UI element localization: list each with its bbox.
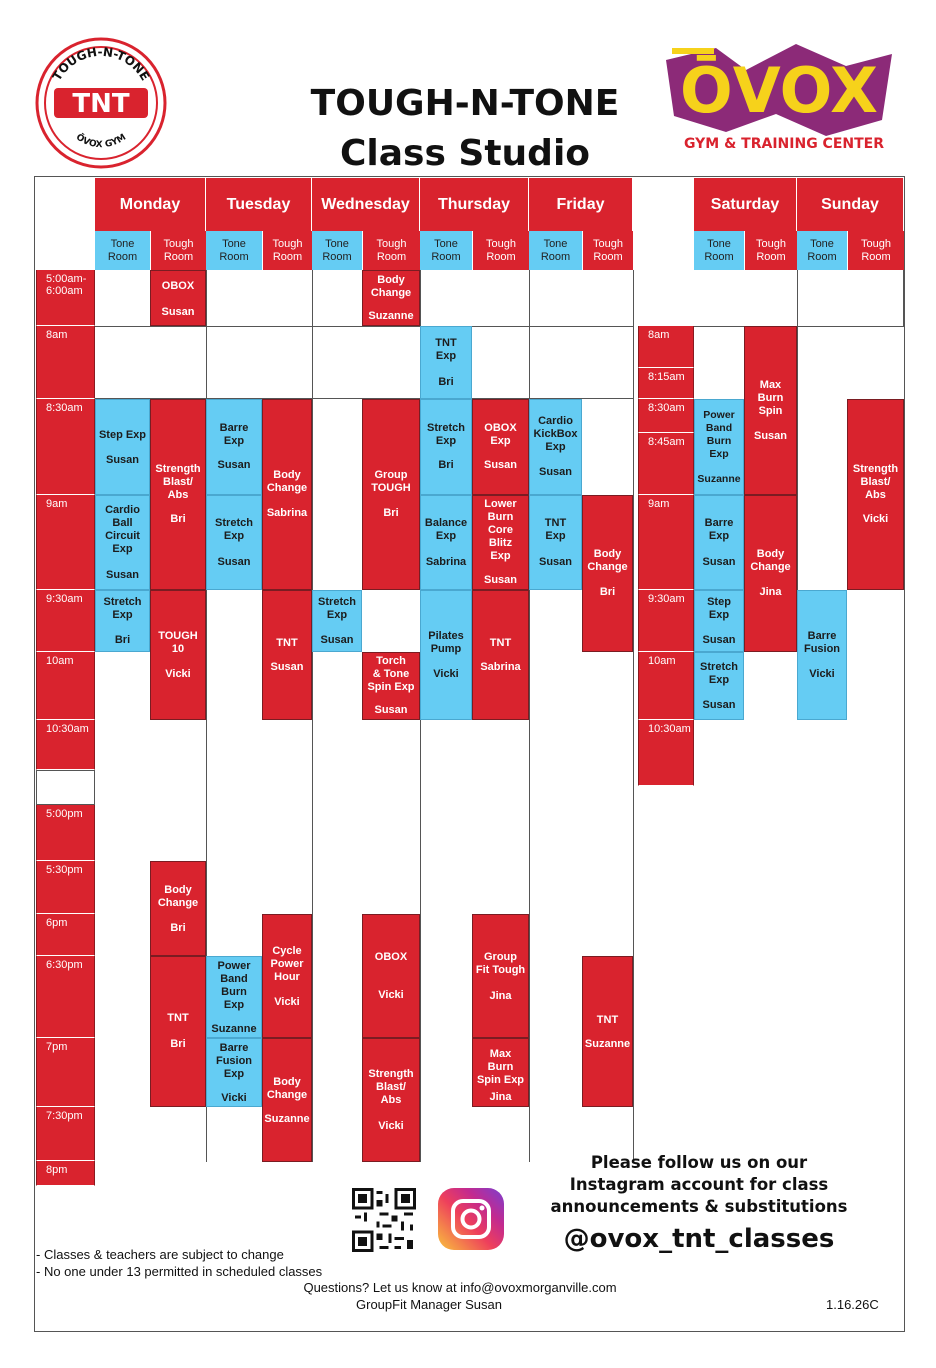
class-block[interactable] [362,270,420,326]
class-name: Power Band Burn Exp [217,960,251,1011]
time-label: 8:15am [638,368,694,399]
class-instructor: Susan [702,556,736,568]
class-block[interactable] [362,1038,420,1162]
class-instructor: Susan [538,556,572,568]
class-instructor: Vicki [221,1092,247,1104]
class-name: Max Burn Spin Exp [476,1048,525,1086]
class-instructor: Susan [105,454,139,466]
tnt-logo-ring-text: TOUGH-N-TONE [49,44,153,84]
class-instructor: Sabrina [266,507,308,519]
class-name: Lower Burn Core Blitz Exp [484,498,517,562]
class-name: OBOX [161,280,195,292]
class-instructor: Susan [320,634,354,646]
class-instructor: Susan [538,466,572,478]
class-block[interactable] [744,326,797,495]
class-instructor: Susan [374,704,408,716]
class-name: Barre Exp [219,422,249,447]
column-divider [903,270,904,326]
class-name: Body Change [266,1076,308,1101]
class-instructor: Suzanne [584,1038,631,1050]
class-instructor: Suzanne [264,1113,310,1125]
room-header-tough: Tough Room [150,231,206,270]
time-label: 10:30am [36,720,95,770]
room-header-tough: Tough Room [847,231,904,270]
time-label: 6pm [36,914,95,956]
class-block[interactable] [694,652,744,720]
row-divider [95,326,633,327]
column-divider [633,270,634,1162]
class-block[interactable] [150,861,206,956]
class-block[interactable] [150,956,206,1107]
class-block[interactable] [420,399,472,495]
class-name: Barre Exp [704,517,734,542]
class-name: Body Change [750,548,791,573]
time-label: 9:30am [36,590,95,652]
class-name: Group TOUGH [371,469,411,494]
class-instructor: Suzanne [697,473,741,485]
class-name: TNT Exp [435,337,457,362]
class-name: Body Change [266,469,308,494]
class-instructor: Vicki [862,513,889,525]
class-block[interactable] [472,495,529,590]
time-label: 5:00am- 6:00am [36,270,95,326]
room-header-tone: Tone Room [694,231,744,270]
class-name: Max Burn Spin [757,379,784,417]
class-instructor: Vicki [378,1120,404,1132]
day-header-sunday: Sunday [797,178,904,231]
class-instructor: Susan [105,569,139,581]
class-name: TNT [276,637,298,649]
class-instructor: Susan [753,430,787,442]
class-name: Stretch Exp [427,422,465,447]
page-title: TOUGH-N-TONE [310,83,620,124]
time-label: 10:30am [638,720,694,786]
class-instructor: Vicki [165,668,191,680]
class-block[interactable] [206,956,262,1038]
class-block[interactable] [582,956,633,1107]
class-instructor: Vicki [433,668,459,680]
room-header-tough: Tough Room [582,231,633,270]
class-block[interactable] [472,399,529,495]
class-instructor: Jina [489,1091,512,1103]
day-header-saturday: Saturday [694,178,797,231]
room-header-tone: Tone Room [420,231,472,270]
time-label: 7pm [36,1038,95,1107]
class-instructor: Suzanne [211,1023,257,1035]
time-label: 8pm [36,1161,95,1186]
room-header-tone: Tone Room [797,231,847,270]
class-instructor: Susan [217,459,251,471]
class-name: TNT [596,1014,619,1026]
class-name: TNT Exp [544,517,567,542]
time-label: 8:30am [36,399,95,495]
class-instructor: Jina [759,586,782,598]
room-header-tone: Tone Room [95,231,150,270]
class-block[interactable] [694,399,744,495]
class-instructor: Susan [702,699,736,711]
class-block[interactable] [420,590,472,720]
class-block[interactable] [529,399,582,495]
class-block[interactable] [797,590,847,720]
class-block[interactable] [582,495,633,652]
class-block[interactable] [744,495,797,652]
class-block[interactable] [694,590,744,652]
class-instructor: Susan [270,661,304,673]
tnt-logo-sub-text: ŌVOX GYM [73,132,129,151]
class-name: Stretch Exp [103,596,142,621]
class-block[interactable] [262,590,312,720]
class-block[interactable] [206,495,262,590]
class-instructor: Sabrina [425,556,467,568]
qr-code[interactable] [352,1188,416,1252]
class-instructor: Susan [483,459,517,471]
time-label: 9am [638,495,694,590]
class-name: Body Change [157,884,199,909]
class-name: Step Exp [707,596,731,621]
time-label: 8:30am [638,399,694,433]
class-name: Body Change [370,274,412,299]
room-header-tone: Tone Room [529,231,582,270]
class-block[interactable] [262,399,312,590]
class-name: Barre Fusion [803,630,841,655]
note-line: - Classes & teachers are subject to change [36,1247,284,1262]
class-instructor: Sabrina [480,661,521,673]
class-block[interactable] [472,1038,529,1107]
class-instructor: Bri [438,376,454,388]
class-instructor: Bri [599,586,616,598]
class-name: OBOX [374,951,408,963]
room-header-tone: Tone Room [312,231,362,270]
instagram-handle[interactable]: @ovox_tnt_classes [563,1224,835,1254]
class-name: Step Exp [98,429,147,441]
room-header-tough: Tough Room [262,231,312,270]
class-name: Stretch Exp [215,517,253,542]
time-label: 8am [638,326,694,368]
time-label: 7:30pm [36,1107,95,1161]
class-name: TNT [489,637,512,649]
class-block[interactable] [362,399,420,590]
class-name: TOUGH 10 [158,630,198,655]
class-block[interactable] [420,495,472,590]
class-instructor: Susan [483,574,517,586]
class-block[interactable] [262,914,312,1038]
manager-line: GroupFit Manager Susan [356,1297,502,1312]
room-header-tough: Tough Room [744,231,797,270]
class-block[interactable] [150,590,206,720]
class-instructor: Bri [438,459,454,471]
class-instructor: Bri [170,1038,186,1050]
class-block[interactable] [529,495,582,590]
time-gap [36,770,95,805]
class-block[interactable] [150,270,206,326]
class-name: Cycle Power Hour [270,945,304,983]
version-label: 1.16.26C [826,1297,879,1312]
instagram-message: Please follow us on our Instagram account for class announcements & substitutions [550,1153,848,1216]
class-block[interactable] [362,914,420,1038]
time-label: 8am [36,326,95,399]
class-block[interactable] [95,590,150,652]
room-header-tone: Tone Room [206,231,262,270]
time-label: 10am [638,652,694,720]
class-instructor: Bri [170,922,186,934]
class-block[interactable] [472,590,529,720]
tnt-logo [34,36,168,170]
class-block[interactable] [95,399,150,495]
contact-line: Questions? Let us know at info@ovoxmorganville.com [303,1280,617,1295]
class-name: Power Band Burn Exp [703,409,735,460]
note-line: - No one under 13 permitted in scheduled classes [36,1264,323,1279]
day-header-monday: Monday [95,178,206,231]
day-header-wednesday: Wednesday [312,178,420,231]
class-name: Stretch Exp [318,596,356,621]
class-name: Group Fit Tough [475,951,526,976]
class-instructor: Vicki [378,989,404,1001]
class-name: OBOX Exp [484,422,517,447]
time-label: 9:30am [638,590,694,652]
class-block[interactable] [262,1038,312,1162]
class-block[interactable] [362,652,420,720]
class-block[interactable] [206,1038,262,1107]
row-divider [694,326,904,327]
ovox-logo-tagline: GYM & TRAINING CENTER [683,136,885,152]
class-block[interactable] [206,399,262,495]
time-label: 10am [36,652,95,720]
time-label: 5:30pm [36,861,95,914]
column-divider [312,270,313,1162]
day-header-tuesday: Tuesday [206,178,312,231]
class-name: Torch & Tone Spin Exp [367,655,415,693]
time-label: 5:00pm [36,805,95,861]
time-label: 8:45am [638,433,694,495]
class-instructor: Vicki [274,996,300,1008]
class-instructor: Vicki [809,668,835,680]
class-block[interactable] [847,399,904,590]
day-header-thursday: Thursday [420,178,529,231]
class-block[interactable] [95,495,150,590]
class-instructor: Bri [114,634,131,646]
class-block[interactable] [472,914,529,1038]
class-name: TNT [167,1012,189,1024]
class-name: Strength Blast/ Abs [155,463,201,501]
class-instructor: Bri [170,513,186,525]
instagram-icon[interactable] [438,1188,504,1250]
class-instructor: Jina [489,990,512,1002]
tnt-logo-monogram: TNT [72,89,130,119]
time-label: 9am [36,495,95,590]
room-header-tough: Tough Room [362,231,420,270]
ovox-logo-word: ŌVOX [680,54,878,127]
class-block[interactable] [694,495,744,590]
class-name: Stretch Exp [700,661,738,686]
class-instructor: Susan [217,556,251,568]
class-name: Barre Fusion Exp [215,1042,253,1080]
class-name: Strength Blast/ Abs [368,1068,414,1106]
class-name: Strength Blast/ Abs [852,463,899,501]
class-name: Balance Exp [424,517,468,542]
ovox-logo [656,40,902,156]
class-name: Body Change [587,548,628,573]
class-instructor: Susan [161,306,195,318]
time-label: 6:30pm [36,956,95,1038]
day-header-friday: Friday [529,178,633,231]
class-block[interactable] [420,326,472,399]
class-name: Cardio Ball Circuit Exp [105,504,140,555]
class-instructor: Susan [702,634,736,646]
room-header-tough: Tough Room [472,231,529,270]
class-instructor: Bri [383,507,399,519]
class-instructor: Suzanne [368,310,414,322]
class-block[interactable] [312,590,362,652]
class-name: Pilates Pump [428,630,464,655]
page-subtitle: Class Studio [339,133,591,174]
class-block[interactable] [150,399,206,590]
class-name: Cardio KickBox Exp [533,415,578,453]
